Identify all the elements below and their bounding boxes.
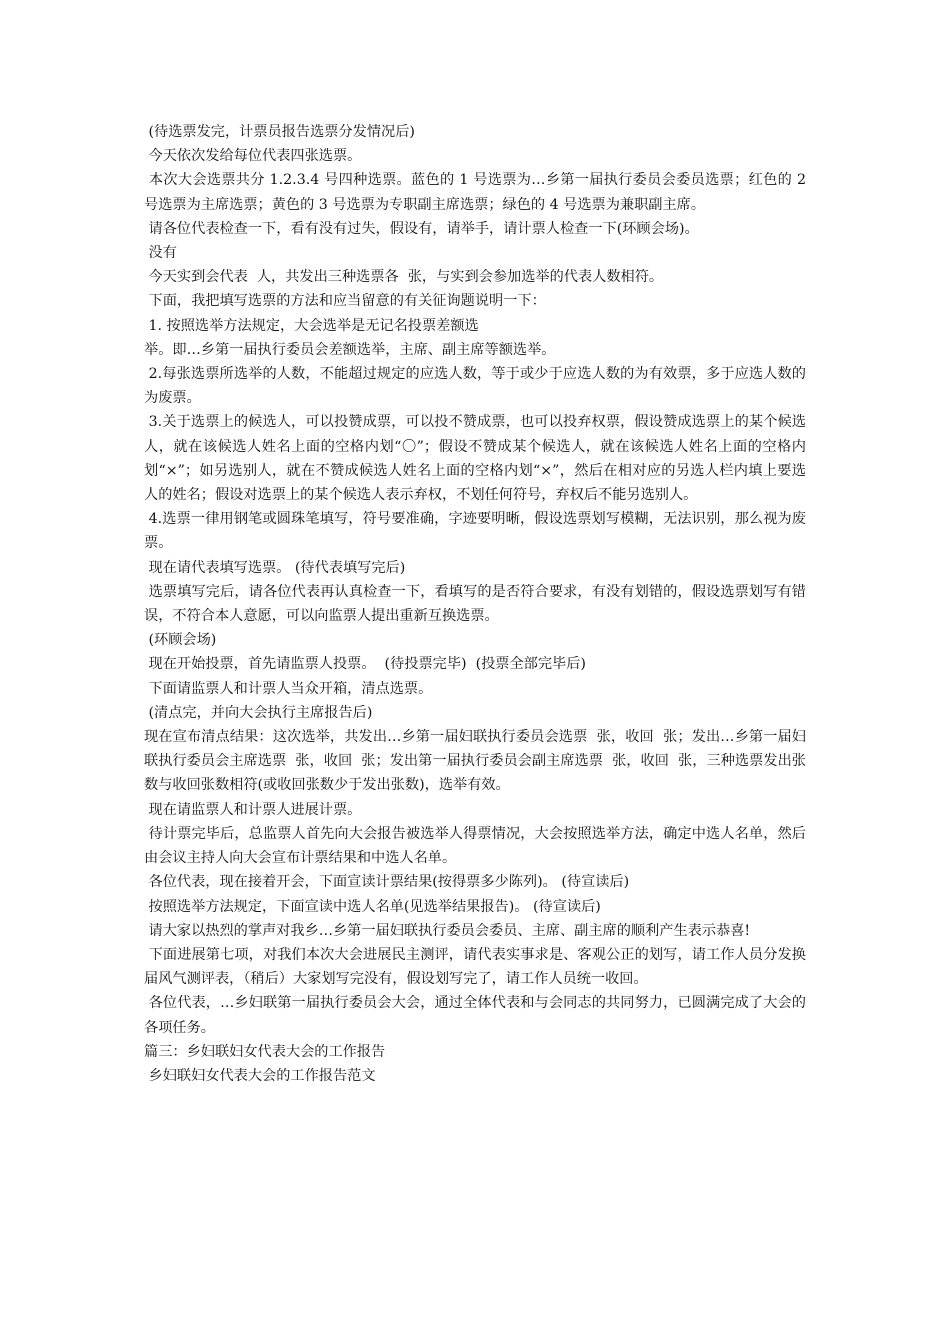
paragraph-read-elected: 按照选举方法规定，下面宣读中选人名单(见选举结果报告)。 (待宣读后) <box>144 898 601 915</box>
paragraph-check-ballots: 请各位代表检查一下，看有没有过失，假设有，请举手，请计票人检查一下(环顾会场)。 <box>144 220 699 237</box>
section-subtitle: 乡妇联妇女代表大会的工作报告范文 <box>144 1067 376 1084</box>
paragraph-fill-ballots: 现在请代表填写选票。 (待代表填写完后) <box>144 559 406 576</box>
paragraph-start-voting: 现在开始投票，首先请监票人投票。 (待投票完毕) (投票全部完毕后) <box>144 656 586 673</box>
paragraph-rule-4: 4.选票一律用钢笔或圆珠笔填写，符号要准确，字迹要明晰，假设选票划写模糊，无法识别，那么视为废票。 <box>144 511 806 552</box>
paragraph-read-results: 各位代表，现在接着开会，下面宣读计票结果(按得票多少陈列)。 (待宣读后) <box>144 874 630 891</box>
paragraph-open-box: 下面请监票人和计票人当众开箱，清点选票。 <box>144 680 433 697</box>
paragraph-look-around: (环顾会场) <box>144 632 217 649</box>
paragraph-count-done: (清点完，并向大会执行主席报告后) <box>144 704 373 721</box>
paragraph-count-results: 现在宣布清点结果：这次选举，共发出…乡第一届妇联执行委员会选票 张，收回 张；发出…乡第一届妇联执行委员会主席选票 张，收回 张；发出第一届执行委员会副主席选票 张，收回 张，三种选票发出张数与收回张数相符(或收回张数少于发出张数)，选举有效。 <box>144 729 806 794</box>
paragraph-start-tally: 现在请监票人和计票人进展计票。 <box>144 801 362 818</box>
paragraph-evaluation: 下面进展第七项，对我们本次大会进展民主测评，请代表实事求是、客观公正的划写，请工作人员分发换届风气测评表，（稍后）大家划写完没有，假设划写完了，请工作人员统一收回。 <box>144 946 806 988</box>
paragraph-rule-2: 2.每张选票所选举的人数，不能超过规定的应选人数，等于或少于应选人数的为有效票，多于应选人数的为废票。 <box>144 366 806 407</box>
section-heading: 篇三：乡妇联妇女代表大会的工作报告 <box>144 1043 386 1060</box>
paragraph-after-tally: 待计票完毕后，总监票人首先向大会报告被选举人得票情况，大会按照选举方法，确定中选人名单，然后由会议主持人向大会宣布计票结果和中选人名单。 <box>144 825 806 867</box>
paragraph-recheck: 选票填写完后，请各位代表再认真检查一下，看填写的是否符合要求，有没有划错的，假设选票划写有错误，不符合本人意愿，可以向监票人提出重新互换选票。 <box>144 583 806 625</box>
paragraph-ballot-types: 本次大会选票共分 1.2.3.4 号四种选票。蓝色的 1 号选票为…乡第一届执行委员会委员选票；红色的 2 号选票为主席选票；黄色的 3 号选票为专职副主席选票；绿色的 4 号选票为兼职副主席。 <box>144 172 811 213</box>
paragraph-rule-1-line-2: 举。即…乡第一届执行委员会差额选举，主席、副主席等额选举。 <box>144 341 556 358</box>
paragraph-applause: 请大家以热烈的掌声对我乡…乡第一届妇联执行委员会委员、主席、副主席的顺利产生表示恭喜! <box>144 922 751 939</box>
paragraph-rule-3: 3.关于选票上的候选人，可以投赞成票，可以投不赞成票，也可以投弃权票，假设赞成选票上的某个候选人，就在该候选人姓名上面的空格内划“〇”；假设不赞成某个候选人，就在该候选人姓名上面的空格内划“×”；如另选别人，就在不赞成候选人姓名上面的空格内划“×”，然后在相对应的另选人栏内填上要选人的姓名；假设对选票上的某个候选人表示弃权，不划任何符号，弃权后不能另选别人。 <box>144 414 806 504</box>
paragraph-none: 没有 <box>144 245 177 262</box>
paragraph-ballot-distributed: (待选票发完，计票员报告选票分发情况后) <box>144 124 415 140</box>
paragraph-rule-1-line-1: 1. 按照选举方法规定，大会选举是无记名投票差额选 <box>144 317 479 334</box>
paragraph-four-ballots: 今天依次发给每位代表四张选票。 <box>144 148 362 165</box>
paragraph-instructions-intro: 下面，我把填写选票的方法和应当留意的有关征询题说明一下： <box>144 293 546 310</box>
paragraph-attendance: 今天实到会代表 人，共发出三种选票各 张，与实到会参加选举的代表人数相符。 <box>144 269 664 286</box>
document-body <box>144 120 811 1088</box>
paragraph-closing: 各位代表，…乡妇联第一届执行委员会大会，通过全体代表和与会同志的共同努力，已圆满完成了大会的各项任务。 <box>144 995 806 1036</box>
